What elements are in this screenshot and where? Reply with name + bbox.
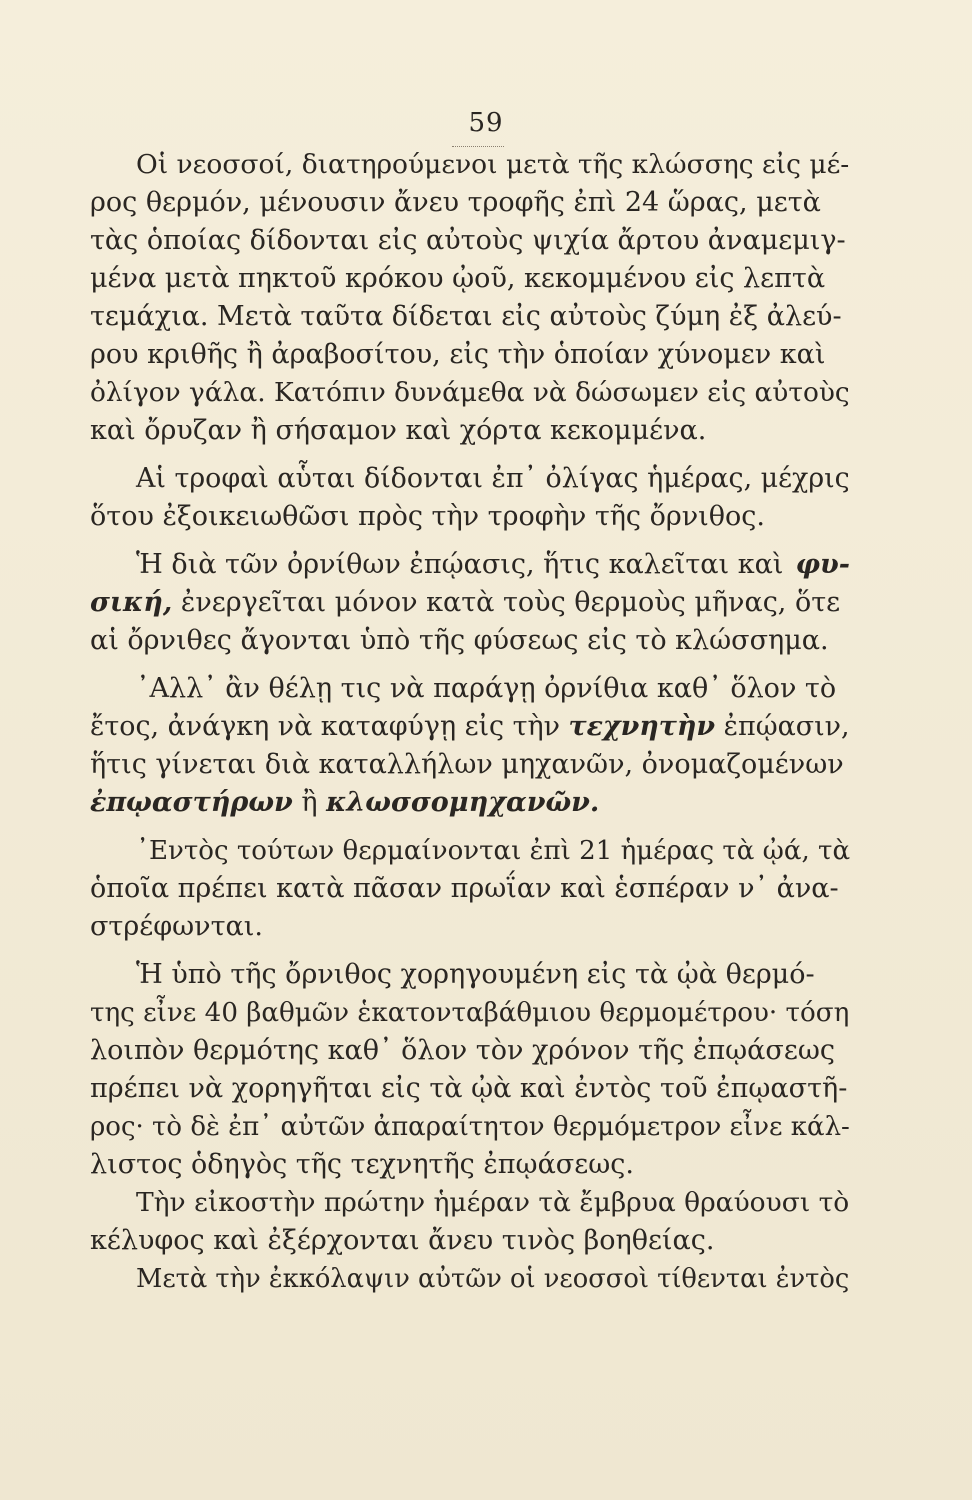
emphasized-term: τεχνητὴν [568, 711, 716, 742]
text-line: Ἡ ὑπὸ τῆς ὄρνιθος χορηγουμένη εἰς τὰ ᾠὰ θερμό- [136, 959, 815, 990]
text-line: της εἶνε 40 βαθμῶν ἑκατονταβάθμιου θερμομέτρου· τόση [90, 998, 850, 1028]
emphasized-term: φυ- [795, 549, 850, 580]
text-line: ρος θερμόν, μένουσιν ἄνευ τροφῆς ἐπὶ 24 ὥρας, μετὰ [90, 187, 821, 218]
text-line: λοιπὸν θερμότης καθ᾽ ὅλον τὸν χρόνον τῆς ἐπῳάσεως [90, 1035, 835, 1066]
text-line: Μετὰ τὴν ἐκκόλαψιν αὐτῶν οἱ νεοσσοὶ τίθενται ἐντὸς [136, 1264, 850, 1294]
text-line: ρου κριθῆς ἢ ἀραβοσίτου, εἰς τὴν ὁποίαν χύνομεν καὶ [90, 339, 826, 370]
text-line: τεμάχια. Μετὰ ταῦτα δίδεται εἰς αὐτοὺς ζύμη ἐξ ἀλεύ- [90, 301, 842, 332]
emphasized-term: ἐπῳαστήρων [90, 787, 293, 818]
text-line: ρος· τὸ δὲ ἐπ᾽ αὐτῶν ἀπαραίτητον θερμόμετρον εἶνε κάλ- [90, 1112, 850, 1142]
text-line: τὰς ὁποίας δίδονται εἰς αὐτοὺς ψιχία ἄρτου ἀναμεμιγ- [90, 225, 846, 256]
text-line: στρέφωνται. [90, 911, 263, 942]
text-line: ἐπῳαστήρων ἢ κλωσσομηχανῶν. [90, 784, 850, 822]
text-line: ᾽Αλλ᾽ ἂν θέλῃ τις νὰ παράγῃ ὀρνίθια καθ᾽ ὅλον τὸ [136, 673, 837, 704]
emphasized-term: σική, [90, 587, 173, 618]
text-line: Τὴν εἰκοστὴν πρώτην ἡμέραν τὰ ἔμβρυα θραύουσι τὸ [136, 1187, 850, 1218]
text-line: Ἡ διὰ τῶν ὀρνίθων ἐπῴασις, ἥτις καλεῖται καὶ φυ- [90, 546, 850, 584]
text-line: ὅτου ἐξοικειωθῶσι πρὸς τὴν τροφὴν τῆς ὄρνιθος. [90, 501, 765, 532]
text-line: καὶ ὄρυζαν ἢ σήσαμον καὶ χόρτα κεκομμένα. [90, 415, 707, 446]
text-line: ἔτος, ἀνάγκη νὰ καταφύγῃ εἰς τὴν τεχνητὴν ἐπῴασιν, [90, 708, 850, 746]
text-line: ὀλίγον γάλα. Κατόπιν δυνάμεθα νὰ δώσωμεν εἰς αὐτοὺς [90, 377, 850, 408]
text-line: Αἱ τροφαὶ αὗται δίδονται ἐπ᾽ ὀλίγας ἡμέρας, μέχρις [136, 463, 850, 494]
text-line: σική, ἐνεργεῖται μόνον κατὰ τοὺς θερμοὺς μῆνας, ὅτε [90, 584, 850, 622]
text-line: αἱ ὄρνιθες ἄγονται ὑπὸ τῆς φύσεως εἰς τὸ κλώσσημα. [90, 625, 829, 656]
text-line: ὁποῖα πρέπει κατὰ πᾶσαν πρωΐαν καὶ ἑσπέραν ν᾽ ἀνα- [90, 873, 839, 904]
text-line: μένα μετὰ πηκτοῦ κρόκου ᾠοῦ, κεκομμένου εἰς λεπτὰ [90, 263, 826, 294]
text-line: ᾽Εντὸς τούτων θερμαίνονται ἐπὶ 21 ἡμέρας τὰ ᾠά, τὰ [136, 836, 851, 866]
text-line: πρέπει νὰ χορηγῆται εἰς τὰ ᾠὰ καὶ ἐντὸς τοῦ ἐπῳαστῆ- [90, 1073, 848, 1104]
text-line: Οἱ νεοσσοί, διατηρούμενοι μετὰ τῆς κλώσσης εἰς μέ- [136, 149, 850, 180]
text-line: ἥτις γίνεται διὰ καταλλήλων μηχανῶν, ὀνομαζομένων [90, 749, 844, 780]
body-text [90, 146, 850, 1298]
emphasized-term: κλωσσομηχανῶν. [326, 787, 600, 818]
text-line: κέλυφος καὶ ἐξέρχονται ἄνευ τινὸς βοηθείας. [90, 1225, 715, 1256]
text-line: λιστος ὁδηγὸς τῆς τεχνητῆς ἐπῳάσεως. [90, 1149, 634, 1180]
page-number: 59 [468, 108, 504, 138]
